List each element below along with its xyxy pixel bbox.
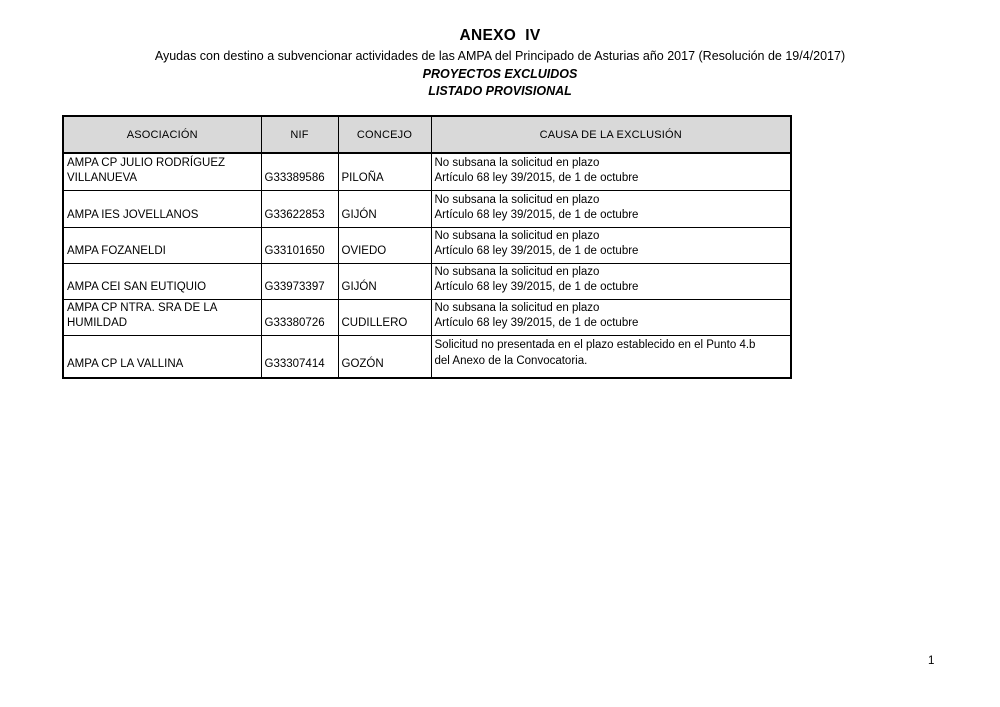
exclusion-table [62, 115, 792, 379]
cell-causa [431, 153, 791, 190]
cell-asociacion: AMPA FOZANELDI [63, 227, 261, 263]
cell-concejo: PILOÑA [338, 153, 431, 190]
table-row [63, 299, 791, 335]
cell-nif: G33622853 [261, 190, 338, 227]
cell-concejo: CUDILLERO [338, 299, 431, 335]
causa-line: Artículo 68 ley 39/2015, de 1 de octubre [434, 172, 639, 184]
cell-nif: G33307414 [261, 335, 338, 378]
causa-line: Solicitud no presentada en el plazo establecido en el Punto 4.b [434, 339, 756, 352]
page-number: 1 [928, 655, 935, 667]
cell-nif: G33101650 [261, 227, 338, 263]
cell-nif: G33389586 [261, 153, 338, 190]
column-header-concejo: CONCEJO [338, 116, 431, 153]
table-row [63, 153, 791, 190]
causa-line: Artículo 68 ley 39/2015, de 1 de octubre [434, 281, 639, 293]
document-subtitle: Ayudas con destino a subvencionar actividades de las AMPA del Principado de Asturias año 2017 (Resolución de 19/4/2017) [154, 49, 846, 63]
causa-line: Artículo 68 ley 39/2015, de 1 de octubre [434, 317, 639, 329]
document-heading-listado-provisional: LISTADO PROVISIONAL [428, 84, 572, 98]
causa-line: No subsana la solicitud en plazo [434, 265, 600, 278]
cell-asociacion: AMPA CP JULIO RODRÍGUEZ VILLANUEVA [63, 153, 261, 190]
causa-line: Artículo 68 ley 39/2015, de 1 de octubre [434, 209, 639, 221]
causa-line: No subsana la solicitud en plazo [434, 156, 600, 169]
column-header-causa: CAUSA DE LA EXCLUSIÓN [431, 116, 791, 153]
cell-causa [431, 190, 791, 227]
cell-causa [431, 263, 791, 299]
cell-concejo: OVIEDO [338, 227, 431, 263]
cell-causa [431, 299, 791, 335]
column-header-nif: NIF [261, 116, 338, 153]
table-header-row [63, 116, 791, 153]
table-row [63, 263, 791, 299]
causa-line: Artículo 68 ley 39/2015, de 1 de octubre [434, 245, 639, 257]
cell-nif: G33973397 [261, 263, 338, 299]
cell-concejo: GIJÓN [338, 263, 431, 299]
cell-asociacion: AMPA CEI SAN EUTIQUIO [63, 263, 261, 299]
cell-causa [431, 227, 791, 263]
cell-asociacion: AMPA CP LA VALLINA [63, 335, 261, 378]
cell-nif: G33380726 [261, 299, 338, 335]
cell-asociacion: AMPA CP NTRA. SRA DE LA HUMILDAD [63, 299, 261, 335]
table-row [63, 190, 791, 227]
causa-line: No subsana la solicitud en plazo [434, 193, 600, 206]
causa-line: No subsana la solicitud en plazo [434, 301, 600, 314]
causa-line: No subsana la solicitud en plazo [434, 229, 600, 242]
table-row [63, 335, 791, 378]
cell-causa [431, 335, 791, 378]
cell-asociacion: AMPA IES JOVELLANOS [63, 190, 261, 227]
cell-concejo: GOZÓN [338, 335, 431, 378]
column-header-asociacion: ASOCIACIÓN [63, 116, 261, 153]
document-heading-proyectos-excluidos: PROYECTOS EXCLUIDOS [422, 67, 578, 81]
table-row [63, 227, 791, 263]
cell-concejo: GIJÓN [338, 190, 431, 227]
causa-line: del Anexo de la Convocatoria. [434, 354, 588, 367]
document-title: ANEXO IV [459, 27, 541, 44]
